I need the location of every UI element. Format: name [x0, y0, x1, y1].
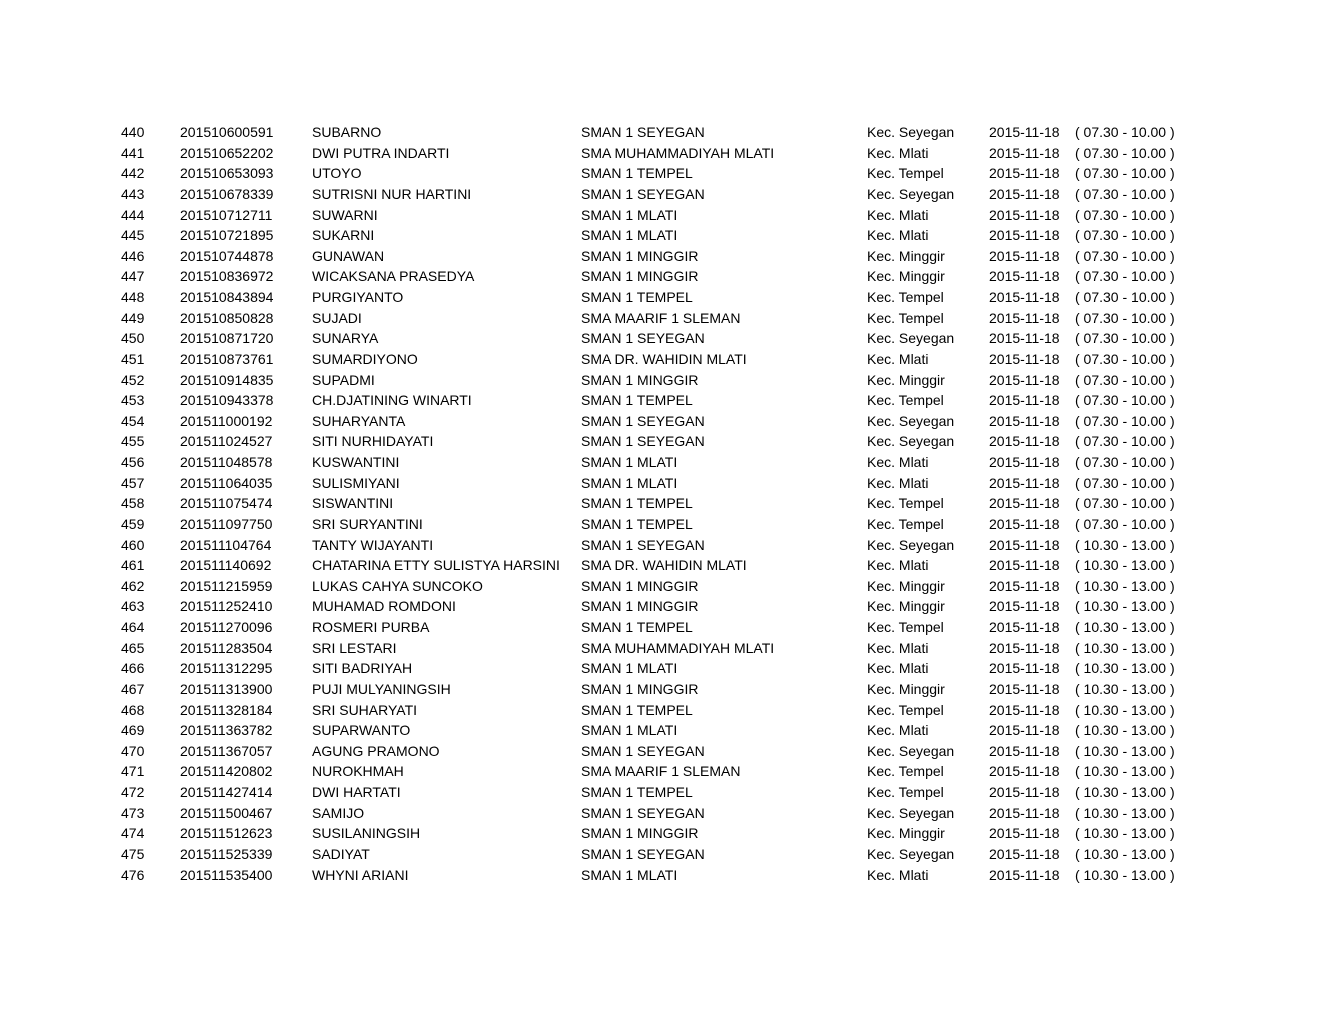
table-row: [0, 761, 1320, 782]
row-number: 471: [121, 763, 145, 780]
table-row: [0, 225, 1320, 246]
exam-date: 2015-11-18: [989, 412, 1060, 429]
school-name: SMAN 1 MLATI: [581, 660, 678, 677]
table-row: [0, 700, 1320, 721]
table-row: [0, 266, 1320, 287]
exam-session-time: ( 10.30 - 13.00 ): [1075, 680, 1175, 697]
exam-date: 2015-11-18: [989, 495, 1060, 512]
participant-id: 201510678339: [180, 185, 274, 202]
exam-date: 2015-11-18: [989, 784, 1060, 800]
district: Kec. Minggir: [867, 598, 945, 615]
school-name: SMAN 1 MINGGIR: [581, 247, 699, 264]
participant-id: 201510850828: [180, 309, 274, 326]
table-row: [0, 287, 1320, 308]
row-number: 470: [121, 742, 145, 759]
participant-id: 201511215959: [180, 577, 273, 594]
row-number: 451: [121, 350, 145, 367]
exam-session-time: ( 07.30 - 10.00 ): [1075, 433, 1175, 450]
exam-date: 2015-11-18: [989, 598, 1060, 615]
district: Kec. Mlati: [867, 454, 929, 470]
participant-name: CHATARINA ETTY SULISTYA HARSINI: [312, 557, 560, 574]
school-name: SMAN 1 SEYEGAN: [581, 185, 705, 202]
table-row: [0, 205, 1320, 226]
exam-date: 2015-11-18: [989, 474, 1060, 491]
exam-date: 2015-11-18: [989, 371, 1060, 388]
row-number: 465: [121, 639, 145, 656]
table-row: [0, 493, 1320, 514]
row-number: 461: [121, 557, 145, 574]
exam-date: 2015-11-18: [989, 433, 1060, 450]
district: Kec. Mlati: [867, 866, 929, 883]
participant-name: SRI SURYANTINI: [312, 515, 423, 532]
exam-session-time: ( 10.30 - 13.00 ): [1075, 536, 1175, 553]
participant-id: 201511075474: [180, 495, 273, 512]
exam-session-time: ( 10.30 - 13.00 ): [1075, 722, 1175, 739]
exam-date: 2015-11-18: [989, 350, 1060, 367]
row-number: 449: [121, 309, 145, 326]
participant-name: SUBARNO: [312, 124, 382, 140]
table-row: [0, 390, 1320, 411]
exam-date: 2015-11-18: [989, 536, 1060, 553]
exam-session-time: ( 10.30 - 13.00 ): [1075, 804, 1175, 821]
district: Kec. Tempel: [867, 763, 944, 780]
district: Kec. Seyegan: [867, 412, 955, 429]
school-name: SMAN 1 MINGGIR: [581, 680, 699, 697]
participant-name: CH.DJATINING WINARTI: [312, 392, 472, 409]
participant-id: 201510600591: [180, 124, 274, 140]
row-number: 458: [121, 495, 145, 512]
district: Kec. Mlati: [867, 660, 929, 677]
participant-id: 201511283504: [180, 639, 273, 656]
participant-id: 201511363782: [180, 722, 273, 739]
district: Kec. Seyegan: [867, 845, 955, 862]
exam-date: 2015-11-18: [989, 392, 1060, 409]
exam-session-time: ( 07.30 - 10.00 ): [1075, 124, 1175, 140]
participant-name: SUPADMI: [312, 371, 375, 388]
participant-name: SADIYAT: [312, 845, 370, 862]
district: Kec. Tempel: [867, 701, 944, 718]
district: Kec. Tempel: [867, 784, 944, 800]
school-name: SMAN 1 TEMPEL: [581, 515, 693, 532]
row-number: 475: [121, 845, 145, 862]
table-row: [0, 782, 1320, 803]
district: Kec. Mlati: [867, 144, 929, 161]
row-number: 468: [121, 701, 145, 718]
school-name: SMAN 1 MLATI: [581, 474, 678, 491]
district: Kec. Minggir: [867, 247, 945, 264]
table-row: [0, 143, 1320, 164]
school-name: SMAN 1 MINGGIR: [581, 825, 699, 842]
exam-date: 2015-11-18: [989, 289, 1060, 305]
participant-id: 201511252410: [180, 598, 273, 615]
row-number: 448: [121, 289, 145, 305]
participant-table: [0, 122, 1320, 885]
district: Kec. Seyegan: [867, 742, 955, 759]
row-number: 467: [121, 680, 145, 697]
exam-date: 2015-11-18: [989, 124, 1060, 140]
participant-id: 201510712711: [180, 206, 273, 223]
school-name: SMA MUHAMMADIYAH MLATI: [581, 144, 775, 161]
table-row: [0, 431, 1320, 452]
exam-date: 2015-11-18: [989, 639, 1060, 656]
table-row: [0, 596, 1320, 617]
exam-date: 2015-11-18: [989, 268, 1060, 285]
exam-session-time: ( 07.30 - 10.00 ): [1075, 289, 1175, 305]
participant-name: SUJADI: [312, 309, 362, 326]
table-row: [0, 555, 1320, 576]
school-name: SMAN 1 MINGGIR: [581, 577, 699, 594]
table-row: [0, 122, 1320, 143]
district: Kec. Minggir: [867, 577, 945, 594]
participant-id: 201511420802: [180, 763, 273, 780]
exam-session-time: ( 07.30 - 10.00 ): [1075, 247, 1175, 264]
exam-session-time: ( 10.30 - 13.00 ): [1075, 619, 1175, 635]
exam-session-time: ( 07.30 - 10.00 ): [1075, 268, 1175, 285]
exam-date: 2015-11-18: [989, 825, 1060, 842]
school-name: SMAN 1 TEMPEL: [581, 784, 693, 800]
exam-date: 2015-11-18: [989, 454, 1060, 470]
row-number: 443: [121, 185, 145, 202]
exam-date: 2015-11-18: [989, 185, 1060, 202]
school-name: SMAN 1 MINGGIR: [581, 268, 699, 285]
row-number: 472: [121, 784, 145, 800]
school-name: SMAN 1 MLATI: [581, 454, 678, 470]
district: Kec. Seyegan: [867, 804, 955, 821]
participant-id: 201511140692: [180, 557, 272, 574]
participant-name: ROSMERI PURBA: [312, 619, 430, 635]
participant-name: SUTRISNI NUR HARTINI: [312, 185, 472, 202]
exam-session-time: ( 10.30 - 13.00 ): [1075, 577, 1175, 594]
participant-name: PURGIYANTO: [312, 289, 404, 305]
district: Kec. Tempel: [867, 495, 944, 512]
participant-name: UTOYO: [312, 165, 362, 182]
table-row: [0, 370, 1320, 391]
school-name: SMAN 1 TEMPEL: [581, 289, 693, 305]
participant-id: 201510943378: [180, 392, 274, 409]
participant-id: 201511535400: [180, 866, 273, 883]
participant-id: 201511512623: [180, 825, 273, 842]
table-row: [0, 844, 1320, 865]
participant-name: SULISMIYANI: [312, 474, 400, 491]
school-name: SMAN 1 TEMPEL: [581, 495, 693, 512]
exam-date: 2015-11-18: [989, 660, 1060, 677]
exam-session-time: ( 07.30 - 10.00 ): [1075, 330, 1175, 347]
row-number: 452: [121, 371, 145, 388]
participant-name: TANTY WIJAYANTI: [312, 536, 434, 553]
participant-id: 201511024527: [180, 433, 273, 450]
exam-session-time: ( 10.30 - 13.00 ): [1075, 701, 1175, 718]
row-number: 460: [121, 536, 145, 553]
row-number: 455: [121, 433, 145, 450]
district: Kec. Tempel: [867, 165, 944, 182]
participant-name: SUSILANINGSIH: [312, 825, 421, 842]
participant-id: 201510653093: [180, 165, 274, 182]
school-name: SMAN 1 SEYEGAN: [581, 742, 705, 759]
district: Kec. Tempel: [867, 392, 944, 409]
school-name: SMA MAARIF 1 SLEMAN: [581, 763, 741, 780]
participant-id: 201511500467: [180, 804, 273, 821]
district: Kec. Minggir: [867, 268, 945, 285]
school-name: SMA DR. WAHIDIN MLATI: [581, 350, 747, 367]
district: Kec. Mlati: [867, 639, 929, 656]
school-name: SMAN 1 MLATI: [581, 227, 678, 244]
exam-session-time: ( 10.30 - 13.00 ): [1075, 660, 1175, 677]
school-name: SMAN 1 SEYEGAN: [581, 330, 705, 347]
participant-name: SAMIJO: [312, 804, 365, 821]
participant-id: 201511000192: [180, 412, 273, 429]
school-name: SMA MAARIF 1 SLEMAN: [581, 309, 741, 326]
district: Kec. Minggir: [867, 680, 945, 697]
table-row: [0, 576, 1320, 597]
table-row: [0, 535, 1320, 556]
district: Kec. Mlati: [867, 227, 929, 244]
participant-id: 201511328184: [180, 701, 273, 718]
row-number: 453: [121, 392, 145, 409]
exam-session-time: ( 07.30 - 10.00 ): [1075, 454, 1175, 470]
participant-name: NUROKHMAH: [312, 763, 404, 780]
district: Kec. Minggir: [867, 825, 945, 842]
participant-id: 201511313900: [180, 680, 273, 697]
row-number: 456: [121, 454, 145, 470]
participant-id: 201510836972: [180, 268, 274, 285]
table-row: [0, 163, 1320, 184]
participant-name: GUNAWAN: [312, 247, 385, 264]
district: Kec. Mlati: [867, 350, 929, 367]
participant-name: SUMARDIYONO: [312, 350, 418, 367]
exam-session-time: ( 07.30 - 10.00 ): [1075, 515, 1175, 532]
exam-session-time: ( 10.30 - 13.00 ): [1075, 557, 1175, 574]
district: Kec. Mlati: [867, 474, 929, 491]
district: Kec. Mlati: [867, 722, 929, 739]
exam-date: 2015-11-18: [989, 309, 1060, 326]
exam-session-time: ( 07.30 - 10.00 ): [1075, 392, 1175, 409]
exam-session-time: ( 07.30 - 10.00 ): [1075, 371, 1175, 388]
exam-session-time: ( 10.30 - 13.00 ): [1075, 763, 1175, 780]
table-row: [0, 865, 1320, 886]
school-name: SMAN 1 TEMPEL: [581, 165, 693, 182]
participant-name: SISWANTINI: [312, 495, 394, 512]
participant-id: 201511312295: [180, 660, 273, 677]
school-name: SMAN 1 MINGGIR: [581, 371, 699, 388]
row-number: 450: [121, 330, 145, 347]
row-number: 469: [121, 722, 145, 739]
exam-session-time: ( 07.30 - 10.00 ): [1075, 185, 1175, 202]
district: Kec. Minggir: [867, 371, 945, 388]
table-row: [0, 452, 1320, 473]
exam-date: 2015-11-18: [989, 619, 1060, 635]
row-number: 474: [121, 825, 145, 842]
table-row: [0, 638, 1320, 659]
participant-id: 201510914835: [180, 371, 274, 388]
exam-date: 2015-11-18: [989, 515, 1060, 532]
participant-id: 201511097750: [180, 515, 273, 532]
participant-name: DWI HARTATI: [312, 784, 401, 800]
school-name: SMA MUHAMMADIYAH MLATI: [581, 639, 775, 656]
table-row: [0, 308, 1320, 329]
table-row: [0, 411, 1320, 432]
school-name: SMAN 1 SEYEGAN: [581, 433, 705, 450]
school-name: SMAN 1 MINGGIR: [581, 598, 699, 615]
participant-name: DWI PUTRA INDARTI: [312, 144, 450, 161]
exam-session-time: ( 10.30 - 13.00 ): [1075, 742, 1175, 759]
exam-session-time: ( 07.30 - 10.00 ): [1075, 206, 1175, 223]
participant-name: PUJI MULYANINGSIH: [312, 680, 451, 697]
exam-session-time: ( 07.30 - 10.00 ): [1075, 474, 1175, 491]
participant-id: 201511367057: [180, 742, 273, 759]
row-number: 440: [121, 124, 145, 140]
row-number: 445: [121, 227, 145, 244]
exam-session-time: ( 07.30 - 10.00 ): [1075, 309, 1175, 326]
exam-date: 2015-11-18: [989, 330, 1060, 347]
exam-date: 2015-11-18: [989, 763, 1060, 780]
participant-id: 201511064035: [180, 474, 273, 491]
school-name: SMAN 1 MLATI: [581, 722, 678, 739]
exam-session-time: ( 07.30 - 10.00 ): [1075, 165, 1175, 182]
school-name: SMAN 1 MLATI: [581, 866, 678, 883]
participant-name: SITI BADRIYAH: [312, 660, 413, 677]
table-row: [0, 803, 1320, 824]
participant-id: 201510871720: [180, 330, 274, 347]
row-number: 464: [121, 619, 145, 635]
table-row: [0, 514, 1320, 535]
row-number: 444: [121, 206, 145, 223]
exam-session-time: ( 07.30 - 10.00 ): [1075, 495, 1175, 512]
exam-session-time: ( 07.30 - 10.00 ): [1075, 412, 1175, 429]
table-row: [0, 679, 1320, 700]
row-number: 441: [121, 144, 145, 161]
school-name: SMAN 1 MLATI: [581, 206, 678, 223]
exam-date: 2015-11-18: [989, 804, 1060, 821]
exam-date: 2015-11-18: [989, 206, 1060, 223]
participant-name: SUHARYANTA: [312, 412, 406, 429]
participant-id: 201510721895: [180, 227, 274, 244]
table-row: [0, 658, 1320, 679]
exam-session-time: ( 07.30 - 10.00 ): [1075, 144, 1175, 161]
participant-name: WICAKSANA PRASEDYA: [312, 268, 475, 285]
row-number: 457: [121, 474, 145, 491]
school-name: SMAN 1 SEYEGAN: [581, 124, 705, 140]
participant-name: SUPARWANTO: [312, 722, 411, 739]
participant-name: SUWARNI: [312, 206, 378, 223]
participant-name: SRI LESTARI: [312, 639, 397, 656]
exam-date: 2015-11-18: [989, 701, 1060, 718]
table-row: [0, 184, 1320, 205]
row-number: 473: [121, 804, 145, 821]
exam-date: 2015-11-18: [989, 165, 1060, 182]
school-name: SMA DR. WAHIDIN MLATI: [581, 557, 747, 574]
participant-name: WHYNI ARIANI: [312, 866, 409, 883]
exam-date: 2015-11-18: [989, 247, 1060, 264]
district: Kec. Mlati: [867, 557, 929, 574]
exam-session-time: ( 10.30 - 13.00 ): [1075, 845, 1175, 862]
district: Kec. Tempel: [867, 309, 944, 326]
table-row: [0, 246, 1320, 267]
participant-id: 201511270096: [180, 619, 273, 635]
district: Kec. Tempel: [867, 515, 944, 532]
exam-session-time: ( 10.30 - 13.00 ): [1075, 784, 1175, 800]
exam-session-time: ( 10.30 - 13.00 ): [1075, 639, 1175, 656]
participant-name: MUHAMAD ROMDONI: [312, 598, 456, 615]
participant-id: 201511048578: [180, 454, 273, 470]
school-name: SMAN 1 TEMPEL: [581, 701, 693, 718]
row-number: 463: [121, 598, 145, 615]
row-number: 454: [121, 412, 145, 429]
district: Kec. Seyegan: [867, 330, 955, 347]
school-name: SMAN 1 TEMPEL: [581, 392, 693, 409]
participant-name: SUNARYA: [312, 330, 379, 347]
exam-session-time: ( 10.30 - 13.00 ): [1075, 598, 1175, 615]
participant-name: AGUNG PRAMONO: [312, 742, 440, 759]
district: Kec. Seyegan: [867, 124, 955, 140]
school-name: SMAN 1 SEYEGAN: [581, 804, 705, 821]
exam-session-time: ( 10.30 - 13.00 ): [1075, 825, 1175, 842]
exam-date: 2015-11-18: [989, 577, 1060, 594]
participant-name: SITI NURHIDAYATI: [312, 433, 434, 450]
exam-date: 2015-11-18: [989, 866, 1060, 883]
participant-name: SUKARNI: [312, 227, 375, 244]
exam-date: 2015-11-18: [989, 227, 1060, 244]
row-number: 447: [121, 268, 145, 285]
table-row: [0, 741, 1320, 762]
school-name: SMAN 1 SEYEGAN: [581, 845, 705, 862]
district: Kec. Tempel: [867, 619, 944, 635]
exam-date: 2015-11-18: [989, 742, 1060, 759]
participant-id: 201511525339: [180, 845, 273, 862]
exam-date: 2015-11-18: [989, 845, 1060, 862]
exam-session-time: ( 10.30 - 13.00 ): [1075, 866, 1175, 883]
participant-id: 201510744878: [180, 247, 274, 264]
table-row: [0, 617, 1320, 638]
district: Kec. Seyegan: [867, 536, 955, 553]
row-number: 459: [121, 515, 145, 532]
table-row: [0, 349, 1320, 370]
participant-name: SRI SUHARYATI: [312, 701, 418, 718]
row-number: 446: [121, 247, 145, 264]
district: Kec. Seyegan: [867, 185, 955, 202]
row-number: 466: [121, 660, 145, 677]
exam-date: 2015-11-18: [989, 557, 1060, 574]
exam-date: 2015-11-18: [989, 144, 1060, 161]
table-row: [0, 720, 1320, 741]
row-number: 462: [121, 577, 145, 594]
district: Kec. Seyegan: [867, 433, 955, 450]
table-row: [0, 473, 1320, 494]
participant-id: 201510873761: [180, 350, 274, 367]
table-row: [0, 328, 1320, 349]
participant-name: LUKAS CAHYA SUNCOKO: [312, 577, 483, 594]
school-name: SMAN 1 SEYEGAN: [581, 412, 705, 429]
exam-session-time: ( 07.30 - 10.00 ): [1075, 350, 1175, 367]
row-number: 442: [121, 165, 145, 182]
row-number: 476: [121, 866, 145, 883]
exam-date: 2015-11-18: [989, 722, 1060, 739]
school-name: SMAN 1 TEMPEL: [581, 619, 693, 635]
participant-id: 201511104764: [180, 536, 272, 553]
district: Kec. Tempel: [867, 289, 944, 305]
table-row: [0, 823, 1320, 844]
district: Kec. Mlati: [867, 206, 929, 223]
school-name: SMAN 1 SEYEGAN: [581, 536, 705, 553]
participant-id: 201510843894: [180, 289, 274, 305]
participant-name: KUSWANTINI: [312, 454, 400, 470]
exam-session-time: ( 07.30 - 10.00 ): [1075, 227, 1175, 244]
participant-id: 201510652202: [180, 144, 274, 161]
exam-date: 2015-11-18: [989, 680, 1060, 697]
participant-id: 201511427414: [180, 784, 273, 800]
